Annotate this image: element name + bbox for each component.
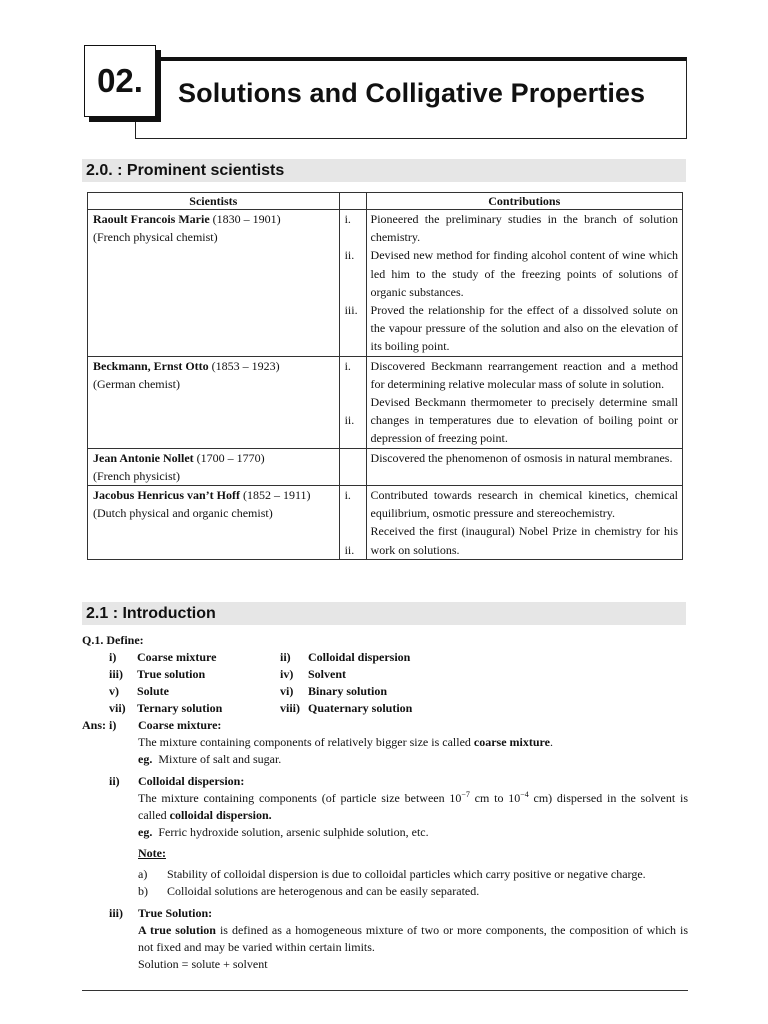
contribution-cell <box>366 486 682 560</box>
example-text: Mixture of salt and sugar. <box>158 752 282 766</box>
define-item: viii) Quaternary solution <box>280 701 413 715</box>
item-number-cell <box>339 210 366 357</box>
answer-heading <box>82 773 688 790</box>
scientist-name: Beckmann, Ernst Otto <box>93 358 209 373</box>
answer-number: i) <box>109 718 117 732</box>
scientist-desc: (Dutch physical and organic chemist) <box>93 506 273 521</box>
item-number: i. <box>344 488 351 503</box>
answer-title: Colloidal dispersion: <box>138 774 245 788</box>
answer-number: ii) <box>109 774 120 788</box>
scientist-name: Jean Antonie Nollet <box>93 450 194 465</box>
scientist-name: Jacobus Henricus van’t Hoff <box>93 488 240 503</box>
contribution-text: Contributed towards research in chemical kinetics, chemical equilibrium, osmotic pressure and stereochemistry. <box>370 488 678 521</box>
example-label: eg. <box>138 752 153 766</box>
contribution-cell <box>366 356 682 448</box>
formula: Solution = solute + solvent <box>138 957 268 971</box>
define-item: vi) Binary solution <box>280 684 388 698</box>
note-item: a) Stability of colloidal dispersion is due to colloidal particles which carry positive or negative charge. <box>138 867 646 881</box>
scientist-years: (1853 – 1923) <box>208 358 280 373</box>
scientist-cell <box>88 210 340 357</box>
scientist-desc: (French physical chemist) <box>93 230 218 245</box>
table-header-spacer <box>339 193 366 210</box>
answer-body: The mixture containing components (of particle size between $10^{-7}$ cm to $10^{-4}$ cm) dispersed in the solvent is called colloidal dispersion. eg. Ferric hydroxide solution, arsenic sulphide solution, etc. Note: a) Stability of colloidal dispersion is due to colloidal particles which carry positive or negative charge. b) Colloidal solutions are heterogenous and can be easily separated. <box>138 790 688 898</box>
define-list <box>82 649 688 717</box>
define-item: v) Solute <box>109 684 170 698</box>
table-header-contributions: Contributions <box>366 193 682 210</box>
contribution-text: Received the first (inaugural) Nobel Prize in chemistry for his work on solutions. <box>370 524 678 557</box>
scientist-desc: (German chemist) <box>93 376 180 391</box>
answer-label: Ans: <box>82 718 107 732</box>
item-number: i. <box>344 212 351 226</box>
define-item: iii) True solution <box>109 667 206 681</box>
scientist-years: (1700 – 1770) <box>193 450 265 465</box>
contribution-text: Devised Beckmann thermometer to precisely determine small changes in temperatures due to elevation of boiling point or depression of freezing point. <box>370 395 678 446</box>
item-number-cell <box>339 356 366 448</box>
section-heading-2-1: 2.1 : Introduction <box>82 602 686 625</box>
item-number: i. <box>344 358 351 373</box>
item-number-cell <box>339 486 366 560</box>
scientist-desc: (French physicist) <box>93 468 180 483</box>
table-row <box>88 486 683 560</box>
define-item: i) Coarse mixture <box>109 650 217 664</box>
contribution-cell <box>366 448 682 485</box>
answer-body: A true solution is defined as a homogeneous mixture of two or more components, the composition of which is not fixed and may be varied within certain limits. Solution = solute + solvent <box>138 923 688 971</box>
note-heading: Note: <box>138 846 166 860</box>
chapter-number: 02. <box>84 45 156 117</box>
section-heading-2-0: 2.0. : Prominent scientists <box>82 159 686 182</box>
define-item: vii) Ternary solution <box>109 701 223 715</box>
scientist-years: (1852 – 1911) <box>240 488 311 503</box>
table-row <box>88 448 683 485</box>
answer-number: iii) <box>109 906 123 920</box>
contribution-text: Discovered Beckmann rearrangement reaction and a method for determining relative molecular mass of solute in solution. <box>370 358 678 391</box>
scientist-cell <box>88 356 340 448</box>
item-number-cell <box>339 448 366 485</box>
answer-title: True Solution: <box>138 906 213 920</box>
item-number: ii. <box>344 542 355 557</box>
example-text: Ferric hydroxide solution, arsenic sulphide solution, etc. <box>158 825 429 839</box>
contribution-cell <box>366 210 682 357</box>
answer-heading <box>82 717 688 734</box>
scientist-name: Raoult Francois Marie <box>93 212 210 226</box>
contribution-text: Devised new method for finding alcohol content of wine which led him to the study of the freezing points of solutions of organic substances. <box>370 248 678 299</box>
answer-title: Coarse mixture: <box>138 718 222 732</box>
answer-heading <box>82 905 688 922</box>
scientists-table <box>87 192 683 560</box>
scientist-years: (1830 – 1901) <box>209 212 281 226</box>
define-item: ii) Colloidal dispersion <box>280 650 411 664</box>
example-label: eg. <box>138 825 153 839</box>
table-row <box>88 210 683 357</box>
contribution-text: Pioneered the preliminary studies in the branch of solution chemistry. <box>370 212 678 245</box>
item-number: ii. <box>344 248 355 263</box>
chapter-title: Solutions and Colligative Properties <box>178 78 646 108</box>
note-item: b) Colloidal solutions are heterogenous and can be easily separated. <box>138 884 480 898</box>
introduction-content <box>82 632 688 973</box>
bottom-divider <box>82 990 688 991</box>
table-header-scientists: Scientists <box>88 193 340 210</box>
define-item: iv) Solvent <box>280 667 347 681</box>
item-number: ii. <box>344 413 355 428</box>
scientist-cell <box>88 448 340 485</box>
table-row <box>88 356 683 448</box>
answer-body: The mixture containing components of relatively bigger size is called coarse mixture. eg. Mixture of salt and sugar. <box>138 735 553 766</box>
contribution-text: Discovered the phenomenon of osmosis in natural membranes. <box>370 450 673 465</box>
item-number: iii. <box>344 302 358 317</box>
question-label: Q.1. Define: <box>82 633 144 647</box>
scientist-cell <box>88 486 340 560</box>
contribution-text: Proved the relationship for the effect of a dissolved solute on the vapour pressure of the solution and also on the elevation of its boiling point. <box>370 303 678 354</box>
